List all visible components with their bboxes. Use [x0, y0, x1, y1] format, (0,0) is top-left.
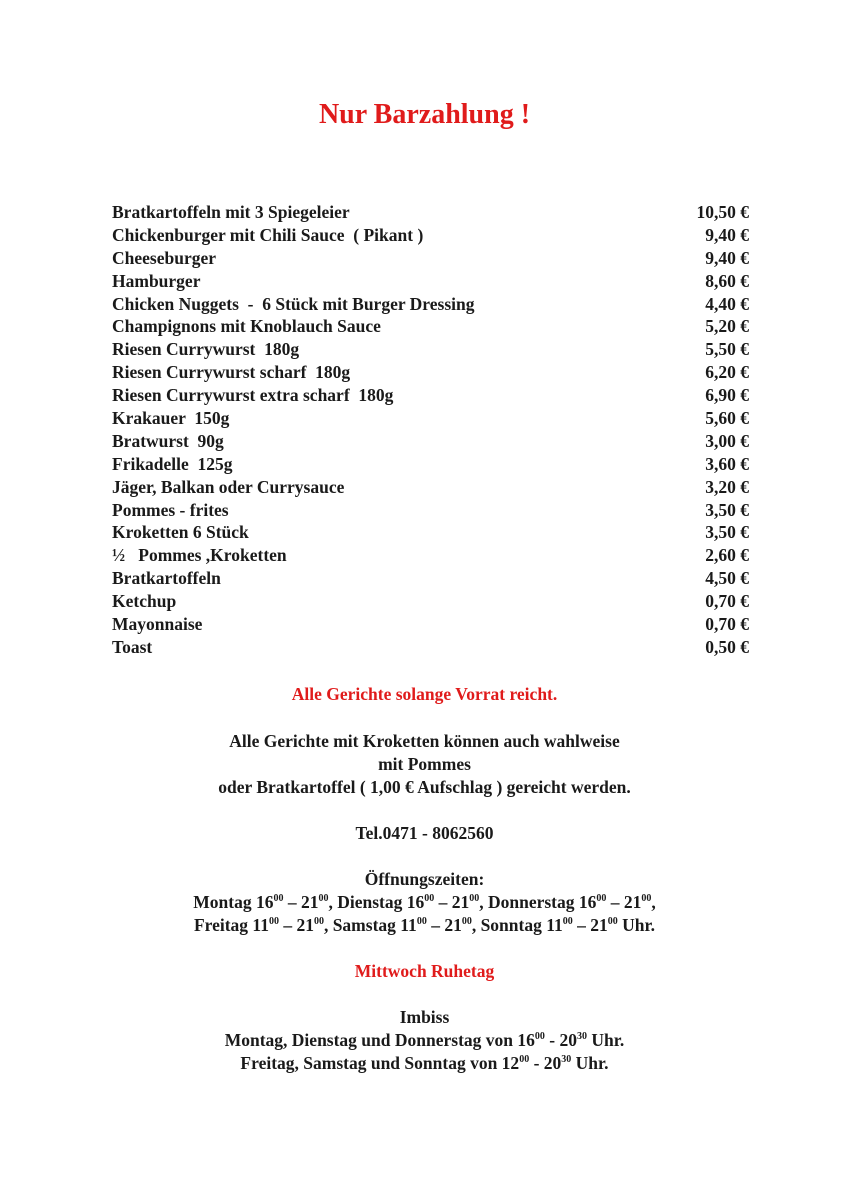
menu-item-name: Jäger, Balkan oder Currysauce — [112, 476, 345, 497]
menu-item — [112, 521, 749, 544]
time-text: Montag, Dienstag und Donnerstag von 16 — [224, 1030, 535, 1050]
menu-item-price: 8,60 € — [705, 270, 749, 291]
menu-item-price: 0,70 € — [705, 614, 749, 635]
time-text: Uhr. — [586, 1030, 625, 1050]
time-text: , Samstag 11 — [323, 915, 417, 935]
menu-item-price: 3,60 € — [705, 453, 749, 474]
kroketten-note-line2: mit Pommes — [378, 754, 471, 774]
time-text: – 21 — [606, 892, 642, 912]
imbiss-hours-line1 — [0, 1029, 849, 1052]
menu-item — [112, 338, 749, 361]
phone-number: Tel.0471 - 8062560 — [355, 823, 494, 843]
opening-hours-line1 — [0, 891, 849, 914]
menu-item — [112, 453, 749, 476]
opening-hours-line2 — [0, 914, 849, 937]
time-text: – 21 — [283, 892, 319, 912]
time-text: , Dienstag 16 — [328, 892, 425, 912]
menu-item — [112, 247, 749, 270]
menu-item-price: 4,50 € — [705, 568, 749, 589]
time-minutes-superscript: 00 — [469, 893, 480, 905]
menu-item — [112, 407, 749, 430]
menu-item-price: 3,20 € — [705, 476, 749, 497]
time-minutes-superscript: 00 — [534, 1031, 545, 1043]
time-minutes-superscript: 00 — [424, 893, 435, 905]
menu-item — [112, 499, 749, 522]
time-minutes-superscript: 00 — [318, 893, 329, 905]
menu-item-name: Bratwurst 90g — [112, 430, 224, 451]
opening-hours-heading: Öffnungszeiten: — [364, 869, 485, 889]
menu-item-name: ½ Pommes ,Kroketten — [112, 545, 287, 566]
menu-item — [112, 384, 749, 407]
kroketten-note-line3: oder Bratkartoffel ( 1,00 € Aufschlag ) gereicht werden. — [218, 777, 631, 797]
menu-item-name: Chickenburger mit Chili Sauce ( Pikant ) — [112, 224, 424, 245]
time-minutes-superscript: 00 — [416, 916, 427, 928]
stock-note: Alle Gerichte solange Vorrat reicht. — [291, 684, 558, 704]
menu-item — [112, 293, 749, 316]
menu-item-price: 9,40 € — [705, 247, 749, 268]
menu-item-price: 5,60 € — [705, 408, 749, 429]
menu-item-name: Riesen Currywurst scharf 180g — [112, 362, 351, 383]
menu-item — [112, 361, 749, 384]
time-minutes-superscript: 00 — [596, 893, 607, 905]
time-text: , Sonntag 11 — [471, 915, 563, 935]
menu-item-price: 9,40 € — [705, 224, 749, 245]
time-text: Montag 16 — [193, 892, 274, 912]
menu-item — [112, 270, 749, 293]
time-text: , — [651, 892, 656, 912]
menu-item-name: Bratkartoffeln — [112, 568, 221, 589]
menu-item-name: Ketchup — [112, 591, 177, 612]
menu-item-name: Riesen Currywurst 180g — [112, 339, 300, 360]
menu-item-name: Frikadelle 125g — [112, 453, 233, 474]
time-minutes-superscript: 00 — [562, 916, 573, 928]
time-text: – 21 — [572, 915, 608, 935]
menu-item — [112, 613, 749, 636]
time-minutes-superscript: 00 — [273, 893, 284, 905]
menu-item-price: 4,40 € — [705, 293, 749, 314]
time-minutes-superscript: 00 — [607, 916, 618, 928]
menu-item-price: 6,20 € — [705, 362, 749, 383]
menu-item — [112, 636, 749, 659]
time-minutes-superscript: 00 — [268, 916, 279, 928]
menu-item — [112, 567, 749, 590]
menu-item-name: Pommes - frites — [112, 499, 229, 520]
time-text: Uhr. — [617, 915, 656, 935]
menu-item-price: 6,90 € — [705, 385, 749, 406]
menu-item-price: 0,70 € — [705, 591, 749, 612]
time-text: – 21 — [278, 915, 314, 935]
time-text: – 21 — [434, 892, 470, 912]
menu-item — [112, 590, 749, 613]
menu-item-name: Champignons mit Knoblauch Sauce — [112, 316, 381, 337]
time-minutes-superscript: 00 — [519, 1054, 530, 1066]
time-text: , Donnerstag 16 — [479, 892, 597, 912]
menu-item-name: Toast — [112, 636, 153, 657]
time-minutes-superscript: 00 — [461, 916, 472, 928]
closed-day-note: Mittwoch Ruhetag — [354, 961, 495, 981]
time-text: – 21 — [426, 915, 462, 935]
menu-item-name: Mayonnaise — [112, 614, 203, 635]
menu-list — [112, 201, 749, 659]
menu-item-name: Riesen Currywurst extra scharf 180g — [112, 385, 394, 406]
menu-item — [112, 544, 749, 567]
menu-item-name: Hamburger — [112, 270, 201, 291]
menu-item-price: 3,50 € — [705, 499, 749, 520]
payment-notice-title: Nur Barzahlung ! — [318, 99, 531, 130]
menu-item — [112, 315, 749, 338]
menu-item-price: 3,00 € — [705, 430, 749, 451]
imbiss-hours-line2 — [0, 1052, 849, 1075]
time-minutes-superscript: 00 — [313, 916, 324, 928]
menu-item — [112, 430, 749, 453]
menu-item-price: 10,50 € — [696, 202, 749, 222]
time-text: - 20 — [544, 1030, 577, 1050]
time-text: Freitag, Samstag und Sonntag von 12 — [240, 1053, 520, 1073]
menu-item-price: 0,50 € — [705, 636, 749, 657]
time-text: Uhr. — [571, 1053, 609, 1073]
menu-item-price: 2,60 € — [705, 545, 749, 566]
menu-item — [112, 224, 749, 247]
imbiss-heading: Imbiss — [399, 1007, 450, 1027]
menu-item-name: Krakauer 150g — [112, 408, 230, 429]
menu-item-price: 3,50 € — [705, 522, 749, 543]
menu-item-price: 5,20 € — [705, 316, 749, 337]
time-minutes-superscript: 00 — [641, 893, 652, 905]
kroketten-note-line1: Alle Gerichte mit Kroketten können auch wahlweise — [229, 731, 620, 751]
menu-item-name: Cheeseburger — [112, 247, 217, 268]
time-text: Freitag 11 — [193, 915, 269, 935]
menu-item — [112, 201, 749, 224]
menu-item-price: 5,50 € — [705, 339, 749, 360]
menu-item-name: Bratkartoffeln mit 3 Spiegeleier — [112, 202, 350, 222]
menu-item-name: Chicken Nuggets - 6 Stück mit Burger Dressing — [112, 293, 475, 314]
menu-item — [112, 476, 749, 499]
time-minutes-superscript: 30 — [561, 1054, 572, 1066]
time-minutes-superscript: 30 — [576, 1031, 587, 1043]
time-text: - 20 — [529, 1053, 562, 1073]
menu-item-name: Kroketten 6 Stück — [112, 522, 249, 543]
